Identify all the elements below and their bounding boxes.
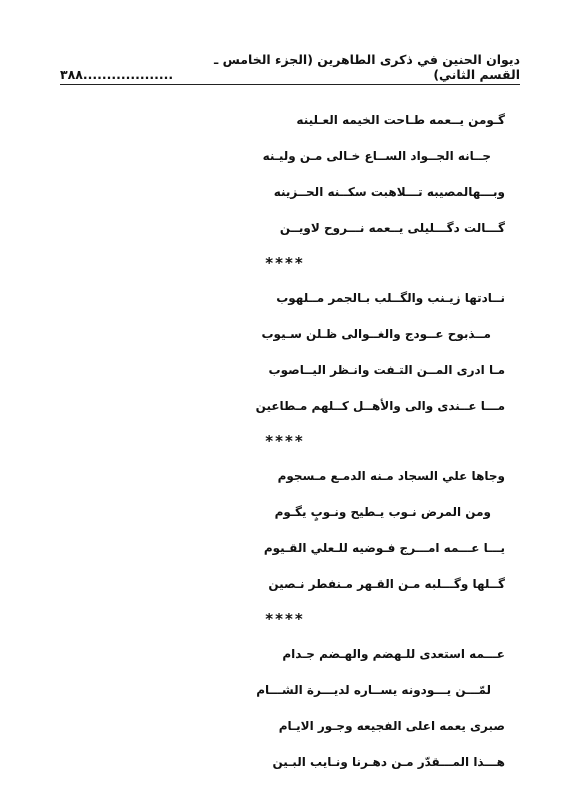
verse-line: لمّـــن يـــودونه يســاره لديـــرة الشـــام (256, 683, 491, 697)
verse-line: صبرى يعمه اعلى الفجيعه وجـور الايـام (278, 719, 505, 733)
header-rule (60, 84, 520, 85)
stanza-2 (55, 280, 505, 458)
header-page-ref (60, 67, 173, 82)
stanza-separator: **** (265, 254, 305, 272)
stanza-4 (55, 636, 505, 780)
page-number: ٣٨٨ (60, 67, 83, 82)
verse-line: مـا ادرى المــن التـفت وانـظر اليــاصوب (268, 363, 505, 377)
verse-line: وجاها علي السجاد مـنه الدمـع مـسجوم (277, 469, 505, 483)
stanza-separator: **** (265, 610, 305, 628)
verse-line: وبـــهالمصيبه تـــلاهبت سكــنه الحــزينه (273, 185, 505, 199)
verse-line: مــذبوح عــودج والغــوالى ظـلن سـيوب (261, 327, 491, 341)
verse-line: عـــمه استعدى للـهضم والهـضم جـدام (282, 647, 505, 661)
verse-line: جــانه الجــواد الســاع خـالى مـن وليـنه (262, 149, 491, 163)
verse-line: گـــالت دگـــليلى يــعمه نـــروح لاويــن (279, 221, 505, 235)
verse-line: ومن المرض نـوب يـطيح ونـوبٍ يگـوم (274, 505, 491, 519)
stanza-separator: **** (265, 432, 305, 450)
verse-line: گــلها وگـــلبه مـن القـهر مـنفطر نـصين (268, 577, 505, 591)
verse-line: مـــا عــندى والى والأهــل كــلهم مـطاعين (255, 399, 505, 413)
poem-body (55, 102, 505, 780)
header-title: ديوان الحنين في ذكرى الطاهرين (الجزء الخامس ـ القسم الثاني) (213, 52, 520, 82)
stanza-1 (55, 102, 505, 280)
running-header (60, 52, 520, 82)
verse-line: هـــذا المـــقدّر مـن دهـرنا ونـايب البـين (272, 755, 505, 769)
verse-line: يـــا عـــمه امـــرج فـوضيه للـعلي القـيوم (263, 541, 505, 555)
verse-line: گـومن يــعمه طـاحت الخيمه العـلينه (296, 113, 505, 127)
verse-line: نــادتها زيـنب والگــلب بـالجمر مــلهوب (276, 291, 505, 305)
stanza-3 (55, 458, 505, 636)
header-dots: ................... (82, 67, 174, 82)
